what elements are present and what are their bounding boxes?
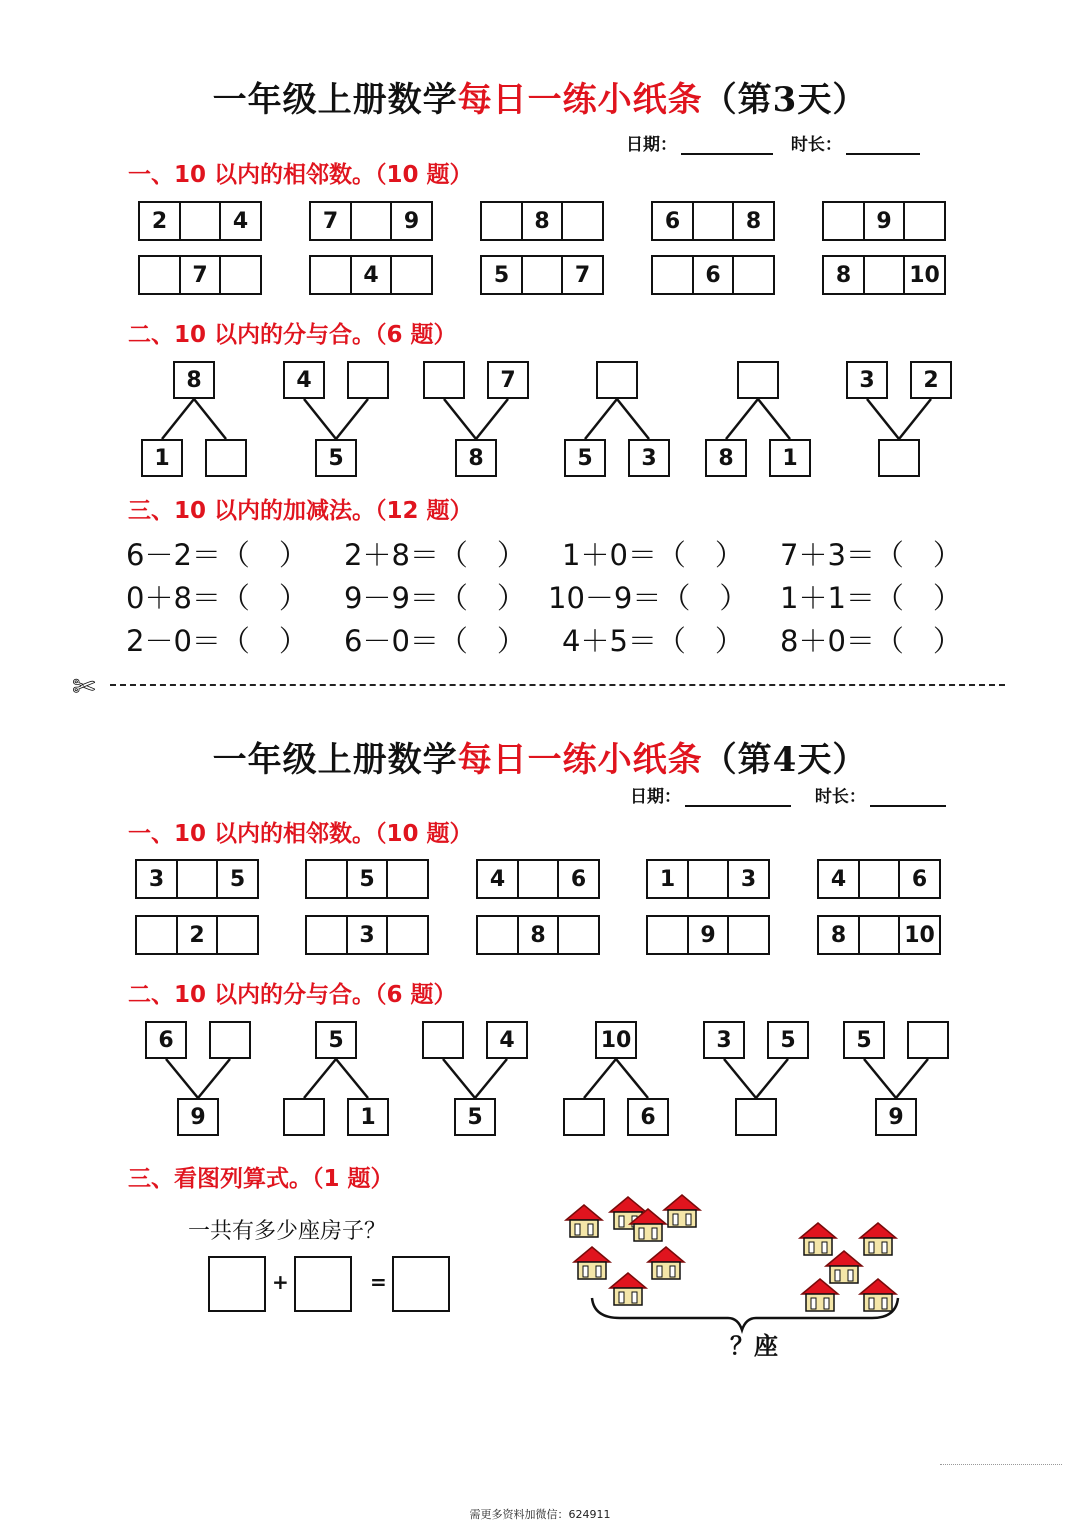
answer-box[interactable]	[179, 201, 222, 241]
answer-box[interactable]	[687, 859, 730, 899]
title-day: （第3天）	[702, 80, 868, 120]
equals-sign: =	[370, 1270, 387, 1294]
answer-box[interactable]	[205, 439, 247, 477]
day4-date	[630, 782, 946, 807]
number-box: 4	[817, 859, 860, 899]
neighbor-boxes	[138, 201, 262, 241]
duration-label: 时长：	[814, 787, 866, 807]
answer-box[interactable]	[907, 1021, 949, 1059]
answer-box[interactable]	[138, 255, 181, 295]
date-blank[interactable]	[685, 791, 791, 807]
number-box: 9	[390, 201, 433, 241]
number-box: 3	[628, 439, 670, 477]
number-box: 7	[561, 255, 604, 295]
footer-text: 需更多资料加微信：624911	[469, 1508, 611, 1521]
title-highlight: 每日一练小纸条	[457, 740, 703, 780]
connector-line	[443, 1059, 475, 1098]
answer-box[interactable]	[350, 201, 393, 241]
neighbor-boxes	[817, 859, 941, 899]
number-box: 1	[141, 439, 183, 477]
number-box: 3	[703, 1021, 745, 1059]
answer-box[interactable]	[309, 255, 352, 295]
neighbor-boxes	[138, 255, 262, 295]
equation[interactable]: 1＋0＝（ ）	[562, 538, 744, 572]
connector-line	[758, 399, 790, 439]
duration-blank[interactable]	[870, 791, 946, 807]
connector-line	[726, 399, 758, 439]
neighbor-boxes	[135, 859, 259, 899]
day3-section2-heading: 二、10 以内的分与合。（6 题）	[128, 322, 457, 348]
neighbor-boxes	[651, 201, 775, 241]
number-box: 4	[350, 255, 393, 295]
neighbor-boxes	[646, 859, 770, 899]
corner-mark	[940, 1464, 1062, 1465]
connector-line	[617, 399, 649, 439]
equation[interactable]: 7＋3＝（ ）	[780, 538, 962, 572]
number-box: 8	[173, 361, 215, 399]
number-box: 6	[557, 859, 600, 899]
number-box: 8	[817, 915, 860, 955]
answer-box[interactable]	[822, 201, 865, 241]
number-box: 5	[315, 439, 357, 477]
house-icon	[606, 1270, 650, 1312]
house-icon	[644, 1244, 688, 1286]
day4-section2-heading: 二、10 以内的分与合。（6 题）	[128, 982, 457, 1008]
neighbor-boxes	[480, 255, 604, 295]
connector-line	[476, 399, 508, 439]
number-box: 4	[283, 361, 325, 399]
number-box: 8	[517, 915, 560, 955]
answer-box[interactable]	[476, 915, 519, 955]
answer-box-2[interactable]	[294, 1256, 352, 1312]
connector-line	[336, 399, 368, 439]
number-box: 1	[769, 439, 811, 477]
title-text: 一年级上册数学	[212, 740, 458, 780]
cut-line	[110, 684, 1005, 686]
number-box: 9	[863, 201, 906, 241]
answer-box[interactable]	[735, 1098, 777, 1136]
answer-box[interactable]	[216, 915, 259, 955]
connector-line	[616, 1059, 648, 1098]
number-box: 7	[179, 255, 222, 295]
number-box: 6	[692, 255, 735, 295]
equation[interactable]: 0＋8＝（ ）	[126, 581, 308, 615]
title-highlight: 每日一练小纸条	[457, 80, 703, 120]
number-box: 8	[455, 439, 497, 477]
house-icon	[660, 1192, 704, 1234]
answer-box[interactable]	[727, 915, 770, 955]
answer-box[interactable]	[305, 915, 348, 955]
answer-box[interactable]	[651, 255, 694, 295]
number-box: 1	[646, 859, 689, 899]
brace-label: ？座	[730, 1331, 778, 1360]
number-box: 5	[454, 1098, 496, 1136]
number-box: 3	[346, 915, 389, 955]
connector-line	[336, 1059, 368, 1098]
number-box: 7	[487, 361, 529, 399]
answer-box[interactable]	[386, 859, 429, 899]
number-box: 8	[822, 255, 865, 295]
plus-sign: +	[272, 1270, 289, 1294]
neighbor-boxes	[135, 915, 259, 955]
equation[interactable]: 6－2＝（ ）	[126, 538, 308, 572]
connector-line	[899, 399, 931, 439]
duration-label: 时长：	[790, 135, 842, 155]
number-box: 9	[177, 1098, 219, 1136]
answer-box[interactable]	[423, 361, 465, 399]
title-day: （第4天）	[702, 740, 868, 780]
neighbor-boxes	[480, 201, 604, 241]
answer-box[interactable]	[390, 255, 433, 295]
equation[interactable]: 2－0＝（ ）	[126, 624, 308, 658]
connector-line	[198, 1059, 230, 1098]
connector-line	[864, 1059, 896, 1098]
answer-box[interactable]	[561, 201, 604, 241]
answer-box[interactable]	[878, 439, 920, 477]
number-box: 4	[476, 859, 519, 899]
neighbor-boxes	[822, 201, 946, 241]
day4-title	[0, 732, 1080, 781]
title-text: 一年级上册数学	[212, 80, 458, 120]
day4-section1-heading: 一、10 以内的相邻数。（10 题）	[128, 821, 473, 847]
number-box: 3	[135, 859, 178, 899]
answer-box[interactable]	[737, 361, 779, 399]
number-box: 5	[315, 1021, 357, 1059]
date-label: 日期：	[630, 787, 681, 807]
answer-box-3[interactable]	[392, 1256, 450, 1312]
equation[interactable]: 4＋5＝（ ）	[562, 624, 744, 658]
neighbor-boxes	[309, 255, 433, 295]
number-box: 3	[727, 859, 770, 899]
neighbor-boxes	[305, 915, 429, 955]
answer-box[interactable]	[557, 915, 600, 955]
day3-section1-heading: 一、10 以内的相邻数。（10 题）	[128, 162, 473, 188]
connector-line	[896, 1059, 928, 1098]
number-box: 5	[216, 859, 259, 899]
house-icon	[798, 1276, 842, 1318]
number-box: 2	[176, 915, 219, 955]
duration-blank[interactable]	[846, 139, 920, 155]
number-box: 2	[910, 361, 952, 399]
equation[interactable]: 6－0＝（ ）	[344, 624, 526, 658]
house-icon	[562, 1202, 606, 1244]
answer-box-1[interactable]	[208, 1256, 266, 1312]
neighbor-boxes	[651, 255, 775, 295]
equation[interactable]: 9－9＝（ ）	[344, 581, 526, 615]
answer-box[interactable]	[903, 201, 946, 241]
number-box: 1	[347, 1098, 389, 1136]
neighbor-boxes	[305, 859, 429, 899]
equation[interactable]: 8＋0＝（ ）	[780, 624, 962, 658]
connector-line	[475, 1059, 507, 1098]
answer-box[interactable]	[521, 255, 564, 295]
scissors-icon: ✄	[72, 670, 96, 703]
equation[interactable]: 1＋1＝（ ）	[780, 581, 962, 615]
number-box: 7	[309, 201, 352, 241]
answer-box[interactable]	[219, 255, 262, 295]
number-box: 9	[687, 915, 730, 955]
answer-box[interactable]	[858, 915, 901, 955]
answer-box[interactable]	[517, 859, 560, 899]
answer-box[interactable]	[347, 361, 389, 399]
number-box: 6	[145, 1021, 187, 1059]
answer-box[interactable]	[209, 1021, 251, 1059]
answer-box[interactable]	[692, 201, 735, 241]
number-box: 3	[846, 361, 888, 399]
number-box: 10	[595, 1021, 637, 1059]
answer-box[interactable]	[480, 201, 523, 241]
number-box: 8	[732, 201, 775, 241]
number-box: 5	[564, 439, 606, 477]
date-blank[interactable]	[681, 139, 773, 155]
answer-box[interactable]	[732, 255, 775, 295]
number-box: 10	[898, 915, 941, 955]
number-box: 8	[521, 201, 564, 241]
neighbor-boxes	[646, 915, 770, 955]
number-box: 5	[346, 859, 389, 899]
number-box: 4	[219, 201, 262, 241]
answer-box[interactable]	[863, 255, 906, 295]
neighbor-boxes	[476, 915, 600, 955]
neighbor-boxes	[476, 859, 600, 899]
connector-line	[724, 1059, 756, 1098]
number-box: 2	[138, 201, 181, 241]
connector-line	[756, 1059, 788, 1098]
answer-box[interactable]	[422, 1021, 464, 1059]
number-box: 6	[651, 201, 694, 241]
connector-line	[584, 1059, 616, 1098]
connector-line	[304, 399, 336, 439]
neighbor-boxes	[822, 255, 946, 295]
equation[interactable]: 2＋8＝（ ）	[344, 538, 526, 572]
equation[interactable]: 10－9＝（ ）	[548, 581, 749, 615]
day4-section3-heading: 三、看图列算式。（1 题）	[128, 1166, 394, 1192]
connector-line	[444, 399, 476, 439]
connector-line	[194, 399, 226, 439]
date-label: 日期：	[626, 135, 677, 155]
number-box: 10	[903, 255, 946, 295]
picture-question: 一共有多少座房子？	[188, 1219, 387, 1244]
number-box: 6	[627, 1098, 669, 1136]
answer-box[interactable]	[858, 859, 901, 899]
connector-line	[162, 399, 194, 439]
neighbor-boxes	[309, 201, 433, 241]
neighbor-boxes	[817, 915, 941, 955]
answer-box[interactable]	[563, 1098, 605, 1136]
connector-line	[867, 399, 899, 439]
house-icon	[856, 1276, 900, 1318]
connector-line	[585, 399, 617, 439]
answer-box[interactable]	[596, 361, 638, 399]
number-box: 4	[486, 1021, 528, 1059]
number-box: 9	[875, 1098, 917, 1136]
number-box: 5	[767, 1021, 809, 1059]
connector-line	[304, 1059, 336, 1098]
connector-line	[166, 1059, 198, 1098]
answer-box[interactable]	[386, 915, 429, 955]
number-box: 6	[898, 859, 941, 899]
number-box: 5	[480, 255, 523, 295]
day3-title	[0, 72, 1080, 121]
answer-box[interactable]	[283, 1098, 325, 1136]
day3-date	[626, 130, 920, 155]
number-box: 8	[705, 439, 747, 477]
number-box: 5	[843, 1021, 885, 1059]
answer-box[interactable]	[646, 915, 689, 955]
answer-box[interactable]	[176, 859, 219, 899]
answer-box[interactable]	[305, 859, 348, 899]
day3-section3-heading: 三、10 以内的加减法。（12 题）	[128, 498, 473, 524]
answer-box[interactable]	[135, 915, 178, 955]
